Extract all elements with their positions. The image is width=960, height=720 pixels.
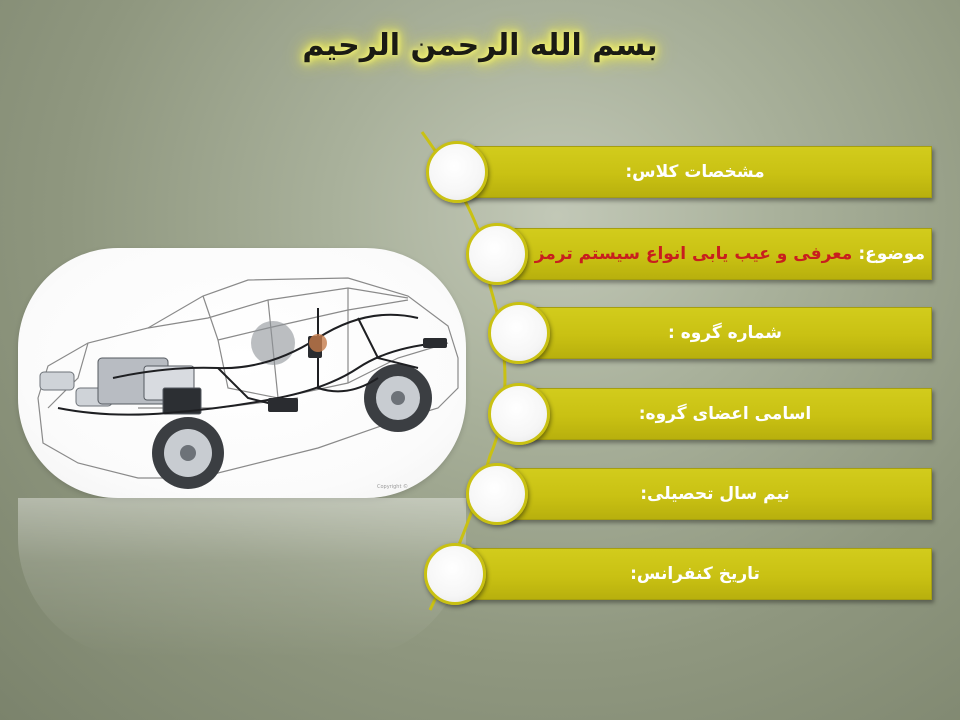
conference-date-label: تاریخ کنفرانس: <box>630 564 760 584</box>
car-image-reflection <box>18 498 466 658</box>
bullet-circle-5 <box>466 463 528 525</box>
class-info-label: مشخصات کلاس: <box>625 162 765 182</box>
group-number-bar <box>518 307 932 359</box>
topic-value: معرفی و عیب یابی انواع سیستم ترمز <box>534 244 853 264</box>
conference-date-bar <box>458 548 932 600</box>
semester-label: نیم سال تحصیلی: <box>640 484 790 504</box>
car-wiring-illustration <box>18 248 466 498</box>
car-image-frame <box>18 248 466 498</box>
car-wiring-image <box>18 248 466 498</box>
group-members-bar <box>518 388 932 440</box>
image-copyright: Copyright © <box>376 484 408 490</box>
bullet-circle-1 <box>426 141 488 203</box>
bullet-circle-3 <box>488 302 550 364</box>
group-number-label: شماره گروه : <box>667 323 783 343</box>
bullet-circle-4 <box>488 383 550 445</box>
slide-title: بسم الله الرحمن الرحیم <box>302 28 658 63</box>
class-info-bar <box>458 146 932 198</box>
bullet-circle-2 <box>466 223 528 285</box>
bullet-circle-6 <box>424 543 486 605</box>
topic-bar <box>498 228 932 280</box>
group-members-label: اسامی اعضای گروه: <box>638 404 812 424</box>
semester-bar <box>498 468 932 520</box>
topic-label: موضوع: <box>858 244 925 264</box>
